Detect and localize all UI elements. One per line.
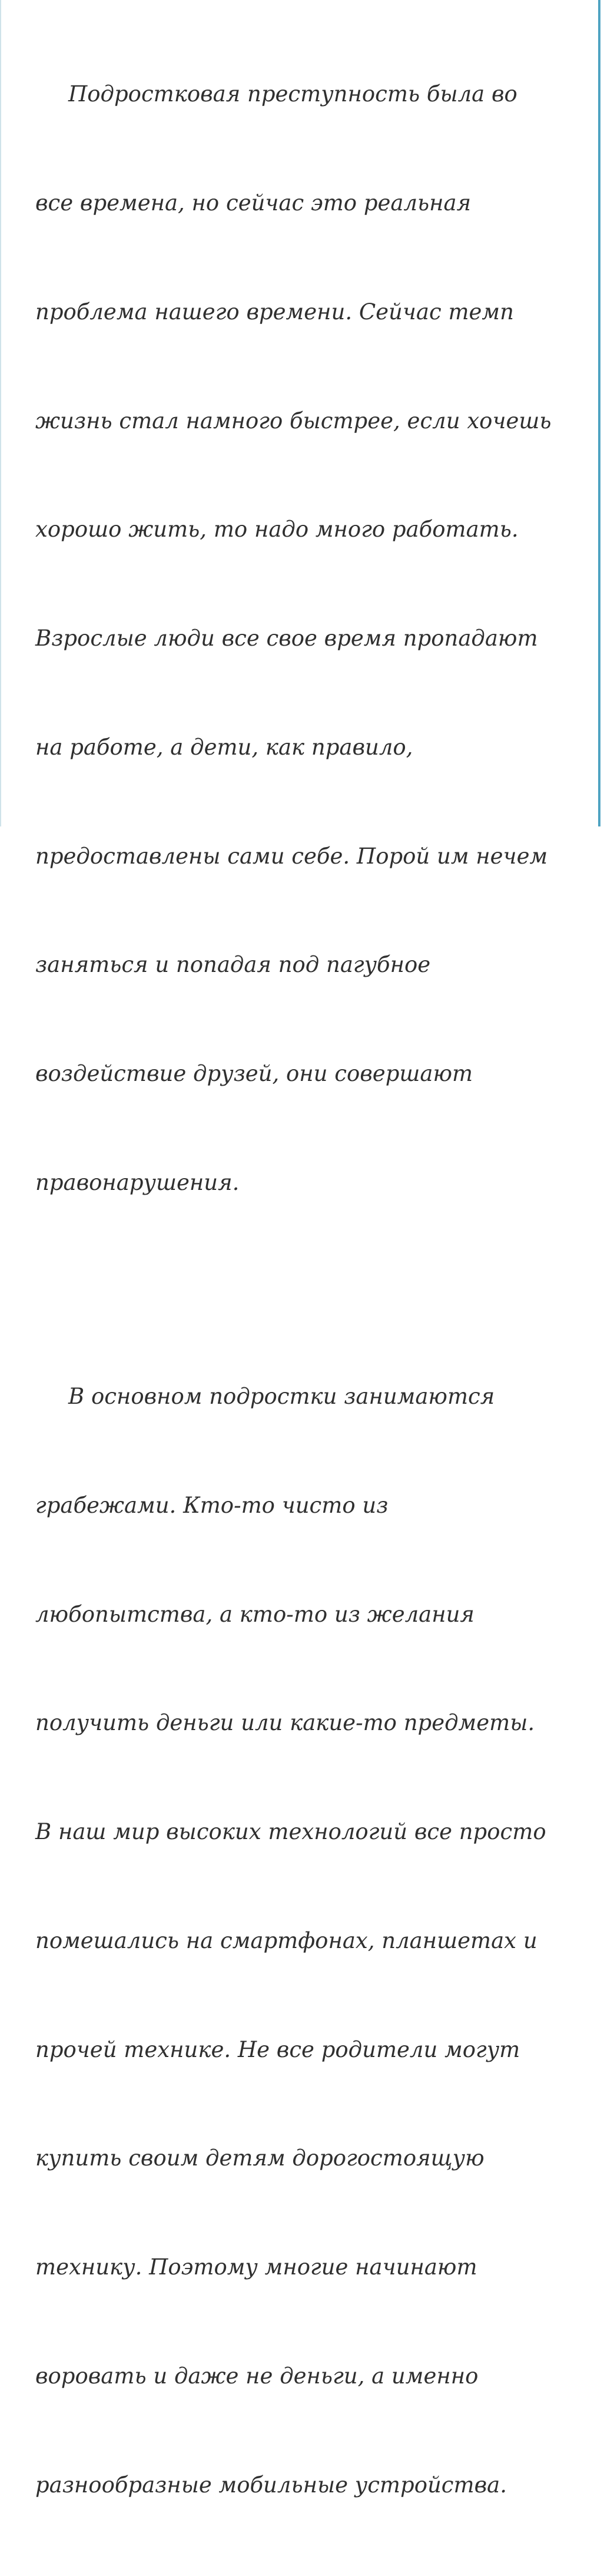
- text-line: В наш мир высоких технологий все просто: [35, 1819, 546, 1845]
- text-line: купить своим детям дорогостоящую: [35, 2145, 484, 2171]
- text-line: заняться и попадая под пагубное: [35, 952, 431, 978]
- text-line: Взрослые люди все свое время пропадают: [35, 626, 538, 652]
- text-line: проблема нашего времени. Сейчас темп: [35, 299, 514, 325]
- text-line: жизнь стал намного быстрее, если хочешь: [35, 408, 552, 434]
- right-scroll-border: [598, 0, 600, 826]
- text-line: хорошо жить, то надо много работать.: [35, 517, 519, 543]
- text-line: грабежами. Кто-то чисто из: [35, 1492, 389, 1518]
- text-line: на работе, а дети, как правило,: [35, 734, 413, 760]
- text-line: правонарушения.: [35, 1170, 240, 1195]
- text-line: разнообразные мобильные устройства.: [35, 2472, 507, 2498]
- text-line: воровать и даже не деньги, а именно: [35, 2363, 479, 2389]
- left-border: [0, 0, 1, 826]
- article-text: [35, 4, 565, 2576]
- text-line: прочей технике. Не все родители могут: [35, 2036, 520, 2062]
- paragraph-1: [35, 4, 565, 1274]
- text-line: предоставлены сами себе. Порой им нечем: [35, 843, 548, 869]
- text-line: помешались на смартфонах, планшетах и: [35, 1927, 537, 1953]
- text-line: получить деньги или какие-то предметы.: [35, 1710, 535, 1736]
- text-line: любопытства, а кто-то из желания: [35, 1601, 474, 1627]
- text-line: технику. Поэтому многие начинают: [35, 2254, 477, 2280]
- text-line: все времена, но сейчас это реальная: [35, 190, 472, 216]
- text-line: Подростковая преступность была во: [68, 81, 517, 107]
- text-line: В основном подростки занимаются: [68, 1383, 495, 1409]
- paragraph-2: [35, 1306, 565, 2576]
- text-line: воздействие друзей, они совершают: [35, 1061, 473, 1087]
